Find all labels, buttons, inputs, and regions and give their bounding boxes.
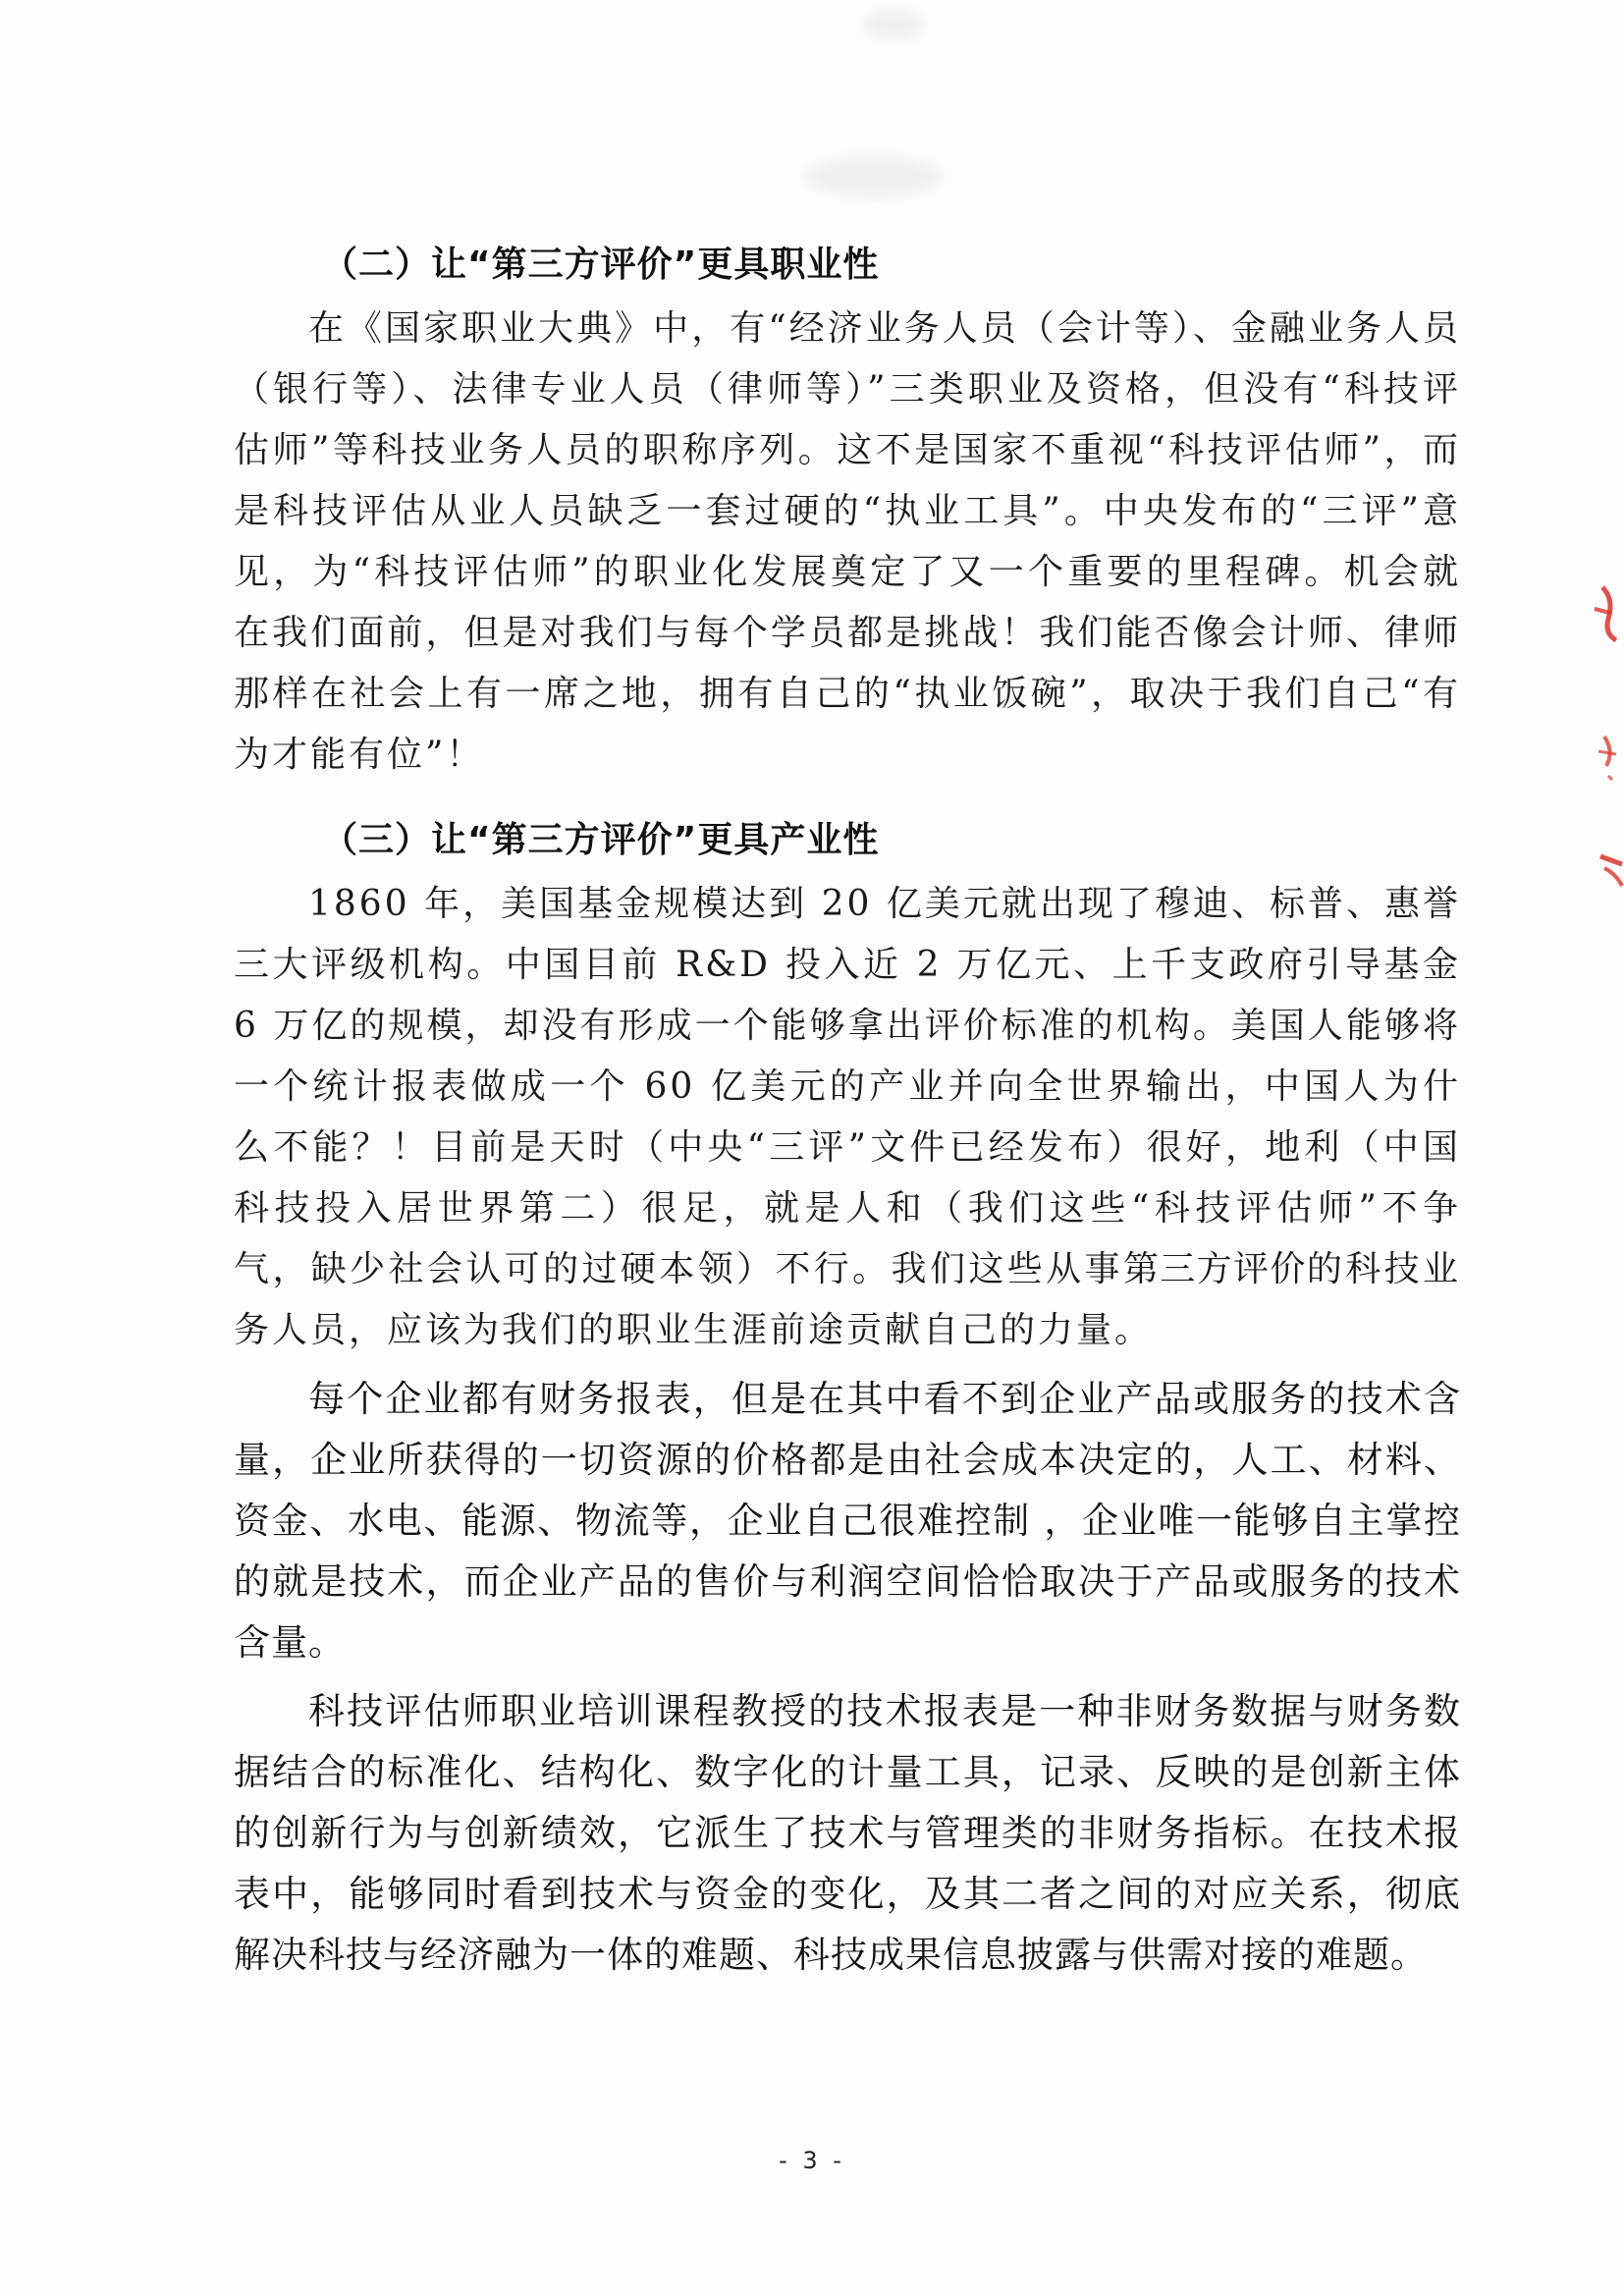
section-3-paragraph-2: 每个企业都有财务报表，但是在其中看不到企业产品或服务的技术含量，企业所获得的一切资源的价格都是由社会成本决定的，人工、材料、资金、水电、能源、物流等，企业自己很难控制 ，企业唯一能够自主掌控的就是技术，而企业产品的售价与利润空间恰恰取决于产品或服务的技术含量。 [234, 1378, 1461, 1664]
section-3-paragraph-3: 科技评估师职业培训课程教授的技术报表是一种非财务数据与财务数据结合的标准化、结构化、数字化的计量工具，记录、反映的是创新主体的创新行为与创新绩效，它派生了技术与管理类的非财务指标。在技术报表中，能够同时看到技术与资金的变化，及其二者之间的对应关系，彻底解决科技与经济融为一体的难题、科技成果信息披露与供需对接的难题。 [234, 1690, 1461, 1976]
section-3-paragraph [234, 874, 1461, 1361]
section-3-heading: （三）让“第三方评价”更具产业性 [322, 820, 880, 860]
red-seal-fragment [1565, 579, 1624, 903]
document-body [234, 236, 1461, 1986]
scan-artifact [864, 10, 923, 39]
scan-artifact [805, 157, 943, 196]
paragraph-text: 1860 年，美国基金规模达到 20 亿美元就出现了穆迪、标普、惠誉三大评级机构。中国目前 R&D 投入近 2 万亿元、上千支政府引导基金 6 万亿的规模，却没有形成一个能够拿出评价标准的机构。美国人能够将一个统计报表做成一个 60 亿美元的产业并向全世界输出，中国人为什么不能？！目前是天时（中央“三评”文件已经发布）很好，地利（中国科技投入居世界第二）很足，就是人和（我们这些“科技评估师”不争气，缺少社会认可的过硬本领）不行。我们这些从事 [234, 884, 1461, 1289]
section-2-heading: （二）让“第三方评价”更具职业性 [322, 245, 880, 285]
page-number: - 3 - [779, 2147, 845, 2174]
emphasized-term: 第三方评价 [1122, 1249, 1307, 1289]
section-2-paragraph: 在《国家职业大典》中，有“经济业务人员（会计等）、金融业务人员（银行等）、法律专业人员（律师等）”三类职业及资格，但没有“科技评估师”等科技业务人员的职称序列。这不是国家不重视“科技评估师”，而是科技评估从业人员缺乏一套过硬的“执业工具”。中央发布的“三评”意见，为“科技评估师”的职业化发展奠定了又一个重要的里程碑。机会就在我们面前，但是对我们与每个学员都是挑战！我们能否像会计师、律师那样在社会上有一席之地，拥有自己的“执业饭碗”，取决于我们自己“有为才能有位”！ [234, 308, 1461, 775]
paragraph-text: 的科技业务人员，应该为我们的职业生涯前途贡献自己的力量。 [234, 1249, 1461, 1350]
